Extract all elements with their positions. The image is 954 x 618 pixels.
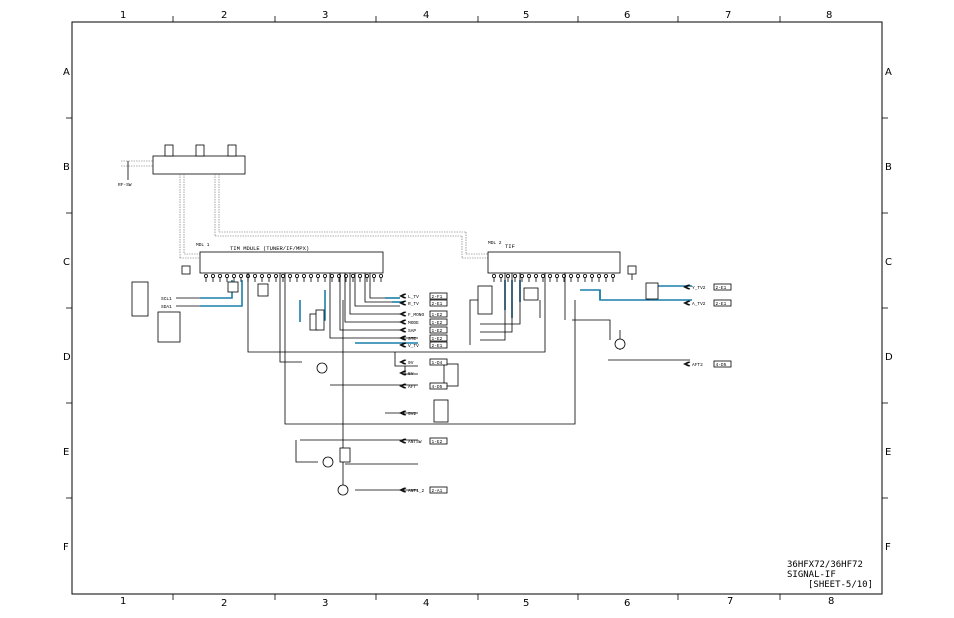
output-ref: 1-E2: [431, 312, 443, 318]
title-sheet-number: [SHEET-5/10]: [808, 580, 874, 590]
rf-switch-block: [118, 145, 488, 258]
col-label-top-2: 2: [221, 10, 228, 21]
output-connector-mode: [400, 319, 447, 326]
tif-pin-icon: [506, 274, 509, 277]
scl1-label: SCL1: [161, 297, 172, 302]
transistor-q3-icon: [338, 485, 348, 495]
output-ref: 1-E2: [431, 328, 443, 334]
tim-pin-icon: [260, 274, 263, 277]
output-ref: 1-E2: [431, 439, 443, 445]
row-label-left-D: D: [63, 352, 71, 363]
tim-pin-icon: [316, 274, 319, 277]
tim-pin-icon: [267, 274, 270, 277]
output-name: 9V: [408, 360, 414, 366]
output-connector-ste: [400, 335, 447, 342]
output-ref: 1-E2: [431, 336, 443, 342]
tif-pin-icon: [499, 274, 502, 277]
tim-pin-icon: [302, 274, 305, 277]
output-name: MODE: [408, 320, 419, 326]
output-connector-9v: [400, 359, 447, 366]
transistor-q4-icon: [615, 339, 625, 349]
tif-pin-icon: [611, 274, 614, 277]
tif-pin-icon: [604, 274, 607, 277]
output-name: SAP: [408, 328, 417, 334]
output-ref: 1-D4: [431, 360, 443, 366]
row-label-right-F: F: [885, 542, 891, 553]
tif-pin-icon: [520, 274, 523, 277]
output-name: L_TV: [408, 294, 419, 300]
tim-pin-icon: [218, 274, 221, 277]
col-label-top-8: 8: [826, 10, 833, 21]
tif-pin-icon: [569, 274, 572, 277]
row-label-right-A: A: [885, 67, 892, 78]
output-name: 5V: [408, 371, 414, 377]
col-label-top-4: 4: [423, 10, 430, 21]
tif-connector-icon: [478, 286, 492, 314]
tim-pin-icon: [239, 274, 242, 277]
connector-arrow-icon: [400, 294, 406, 298]
tim-module-ref: MDL 1: [196, 243, 210, 248]
row-label-right-C: C: [885, 257, 892, 268]
col-label-top-1: 1: [120, 10, 127, 21]
output-connector-ant1-2: [400, 487, 447, 494]
output-connector-antsw: [400, 438, 447, 445]
col-label-bottom-1: 1: [120, 596, 127, 607]
col-label-bottom-7: 7: [727, 596, 734, 607]
tif-pin-icon: [534, 274, 537, 277]
transistor-q2-icon: [323, 457, 333, 467]
row-label-right-E: E: [885, 447, 892, 458]
connector-arrow-icon: [684, 301, 690, 305]
sda1-label: SDA1: [161, 305, 172, 310]
connector-arrow-icon: [400, 312, 406, 316]
title-model: 36HFX72/36HF72: [787, 560, 863, 570]
col-label-top-5: 5: [523, 10, 530, 21]
column-ticks: [66, 16, 888, 600]
tim-module-label: TIM MDULE (TUNER/IF/MPX): [230, 245, 310, 252]
row-label-left-F: F: [63, 542, 69, 553]
tif-pin-icon: [527, 274, 530, 277]
sheet-frame: [72, 22, 882, 594]
col-label-top-6: 6: [624, 10, 631, 21]
tim-pin-row: [204, 274, 382, 282]
row-label-left-B: B: [63, 162, 70, 173]
output-connector-a-tv2: [684, 300, 731, 307]
col-label-bottom-8: 8: [828, 596, 835, 607]
tim-module: [196, 242, 383, 273]
output-name: 5V2: [408, 411, 417, 417]
tif-pin-icon: [492, 274, 495, 277]
output-name: Y_TV2: [692, 285, 706, 291]
connector-arrow-icon: [400, 328, 406, 332]
output-ref: 2-E1: [431, 343, 443, 349]
tif-pin-icon: [583, 274, 586, 277]
output-connector-f-mono: [400, 311, 447, 318]
tim-pin-icon: [204, 274, 207, 277]
connector-arrow-icon: [400, 320, 406, 324]
row-label-right-D: D: [885, 352, 893, 363]
row-label-left-A: A: [63, 67, 70, 78]
output-ref: 2-E1: [715, 285, 727, 291]
col-label-bottom-6: 6: [624, 598, 631, 609]
tim-pin-icon: [253, 274, 256, 277]
tim-pin-icon: [379, 274, 382, 277]
tim-pin-icon: [351, 274, 354, 277]
tim-pin-icon: [232, 274, 235, 277]
row-label-right-B: B: [885, 162, 892, 173]
tif-module: [488, 240, 620, 273]
row-label-left-E: E: [63, 447, 70, 458]
output-name: ANT1_2: [408, 488, 425, 494]
tim-pin-icon: [288, 274, 291, 277]
output-connectors: [400, 284, 731, 494]
output-ref: 4-D5: [715, 362, 727, 368]
connector-arrow-icon: [684, 362, 690, 366]
tif-pin-icon: [513, 274, 516, 277]
transistor-q1-icon: [317, 363, 327, 373]
tim-pin-icon: [274, 274, 277, 277]
output-name: F_MONO: [408, 312, 425, 318]
tif-pin-icon: [548, 274, 551, 277]
output-name: ANTSW: [408, 439, 422, 445]
title-block: [787, 560, 873, 590]
output-connector-aft: [400, 383, 447, 390]
tim-pin-icon: [365, 274, 368, 277]
tif-pin-icon: [576, 274, 579, 277]
col-label-bottom-3: 3: [322, 598, 329, 609]
col-label-bottom-2: 2: [221, 598, 228, 609]
output-name: STE: [408, 336, 417, 342]
tif-module-label: TIF: [505, 243, 515, 250]
col-label-bottom-5: 5: [523, 598, 530, 609]
output-connector-aft2: [684, 361, 731, 368]
output-name: R_TV: [408, 301, 419, 307]
output-connector-l-tv: [400, 293, 447, 300]
rf-sw-label: RF-SW: [118, 183, 132, 188]
i2c-connector: [132, 266, 200, 342]
tim-pin-icon: [295, 274, 298, 277]
tif-pin-row: [492, 274, 614, 282]
tif-module-ref: MDL 2: [488, 241, 502, 246]
output-ref: 2-E1: [431, 301, 443, 307]
output-name: AFT2: [692, 362, 703, 368]
wiring: [248, 273, 690, 490]
output-ref: 2-A1: [431, 488, 443, 494]
output-ref: 1-E2: [431, 320, 443, 326]
output-connector-v-tv: [400, 342, 447, 349]
tim-pin-icon: [309, 274, 312, 277]
output-ref: 2-E1: [715, 301, 727, 307]
output-connector-sap: [400, 327, 447, 334]
col-label-top-7: 7: [725, 10, 732, 21]
output-connector-y-tv2: [684, 284, 731, 291]
output-name: AFT: [408, 384, 417, 390]
col-label-bottom-4: 4: [423, 598, 430, 609]
tim-pin-icon: [372, 274, 375, 277]
row-label-left-C: C: [63, 257, 70, 268]
output-ref: 2-F1: [431, 294, 443, 300]
tif-pin-icon: [541, 274, 544, 277]
tim-pin-icon: [225, 274, 228, 277]
output-name: V_TV: [408, 343, 419, 349]
col-label-top-3: 3: [322, 10, 329, 21]
tim-pin-icon: [323, 274, 326, 277]
tim-pin-icon: [330, 274, 333, 277]
title-sheet-name: SIGNAL-IF: [787, 570, 836, 580]
connector-arrow-icon: [400, 360, 406, 364]
tim-pin-icon: [358, 274, 361, 277]
output-ref: 4-D5: [431, 384, 443, 390]
output-connector-r-tv: [400, 300, 447, 307]
output-name: A_TV2: [692, 301, 706, 307]
tim-pin-icon: [211, 274, 214, 277]
tif-pin-icon: [590, 274, 593, 277]
output-connector-5v2: [400, 411, 416, 417]
tif-pin-icon: [597, 274, 600, 277]
tim-pin-icon: [281, 274, 284, 277]
tif-pin-icon: [555, 274, 558, 277]
